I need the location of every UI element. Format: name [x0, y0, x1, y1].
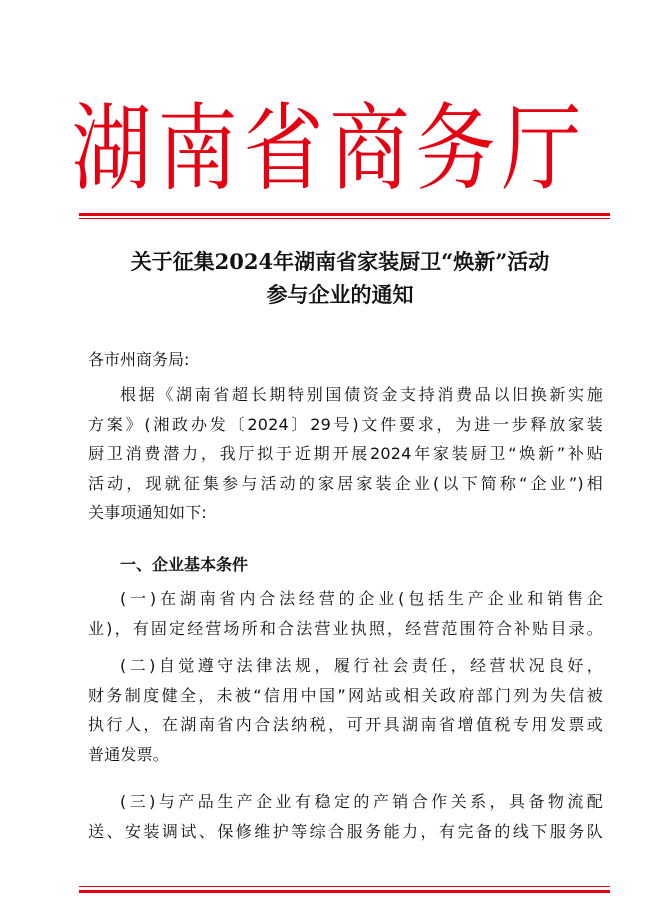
intro-line: 活动，现就征集参与活动的家居家装企业(以下简称“企业”)相 — [88, 473, 603, 493]
intro-line: 根据《湖南省超长期特别国债资金支持消费品以旧换新实施 — [120, 385, 603, 404]
item-3-line: (三)与产品生产企业有稳定的产销合作关系，具备物流配 — [120, 792, 603, 811]
footer-rule-thick — [79, 890, 610, 893]
salutation: 各市州商务局: — [88, 350, 190, 369]
item-2-line: 普通发票。 — [88, 744, 170, 764]
section-1-heading: 一、企业基本条件 — [120, 555, 249, 574]
item-1-paragraph — [88, 584, 603, 643]
document-title-line-2: 参与企业的通知 — [266, 282, 414, 307]
intro-line: 关事项通知如下: — [88, 503, 207, 523]
masthead-rule-thin — [79, 218, 610, 219]
intro-line: 厨卫消费潜力，我厅拟于近期开展2024年家装厨卫“焕新”补贴 — [88, 444, 603, 464]
item-2-line: 执行人，在湖南省内合法纳税，可开具湖南省增值税专用发票或 — [88, 715, 603, 735]
footer-rule-thin — [79, 886, 610, 887]
masthead-org-name: 湖南省商务厅 — [71, 93, 588, 204]
item-1-line: (一)在湖南省内合法经营的企业(包括生产企业和销售企 — [120, 589, 603, 608]
document-title-line-1: 关于征集2024年湖南省家装厨卫“焕新”活动 — [130, 249, 550, 274]
intro-line: 方案》(湘政办发〔2024〕29号)文件要求，为进一步释放家装 — [88, 414, 603, 434]
masthead-rule-thick — [79, 213, 610, 216]
item-2-paragraph — [88, 651, 603, 769]
item-3-paragraph — [88, 787, 603, 846]
item-1-line: 业)，有固定经营场所和合法营业执照，经营范围符合补贴目录。 — [88, 618, 603, 638]
item-2-line: (二)自觉遵守法律法规，履行社会责任，经营状况良好， — [120, 656, 603, 675]
intro-paragraph — [88, 380, 603, 528]
item-2-line: 财务制度健全，未被“信用中国”网站或相关政府部门列为失信被 — [88, 685, 603, 705]
item-3-line: 送、安装调试、保修维护等综合服务能力，有完备的线下服务队 — [88, 821, 603, 841]
